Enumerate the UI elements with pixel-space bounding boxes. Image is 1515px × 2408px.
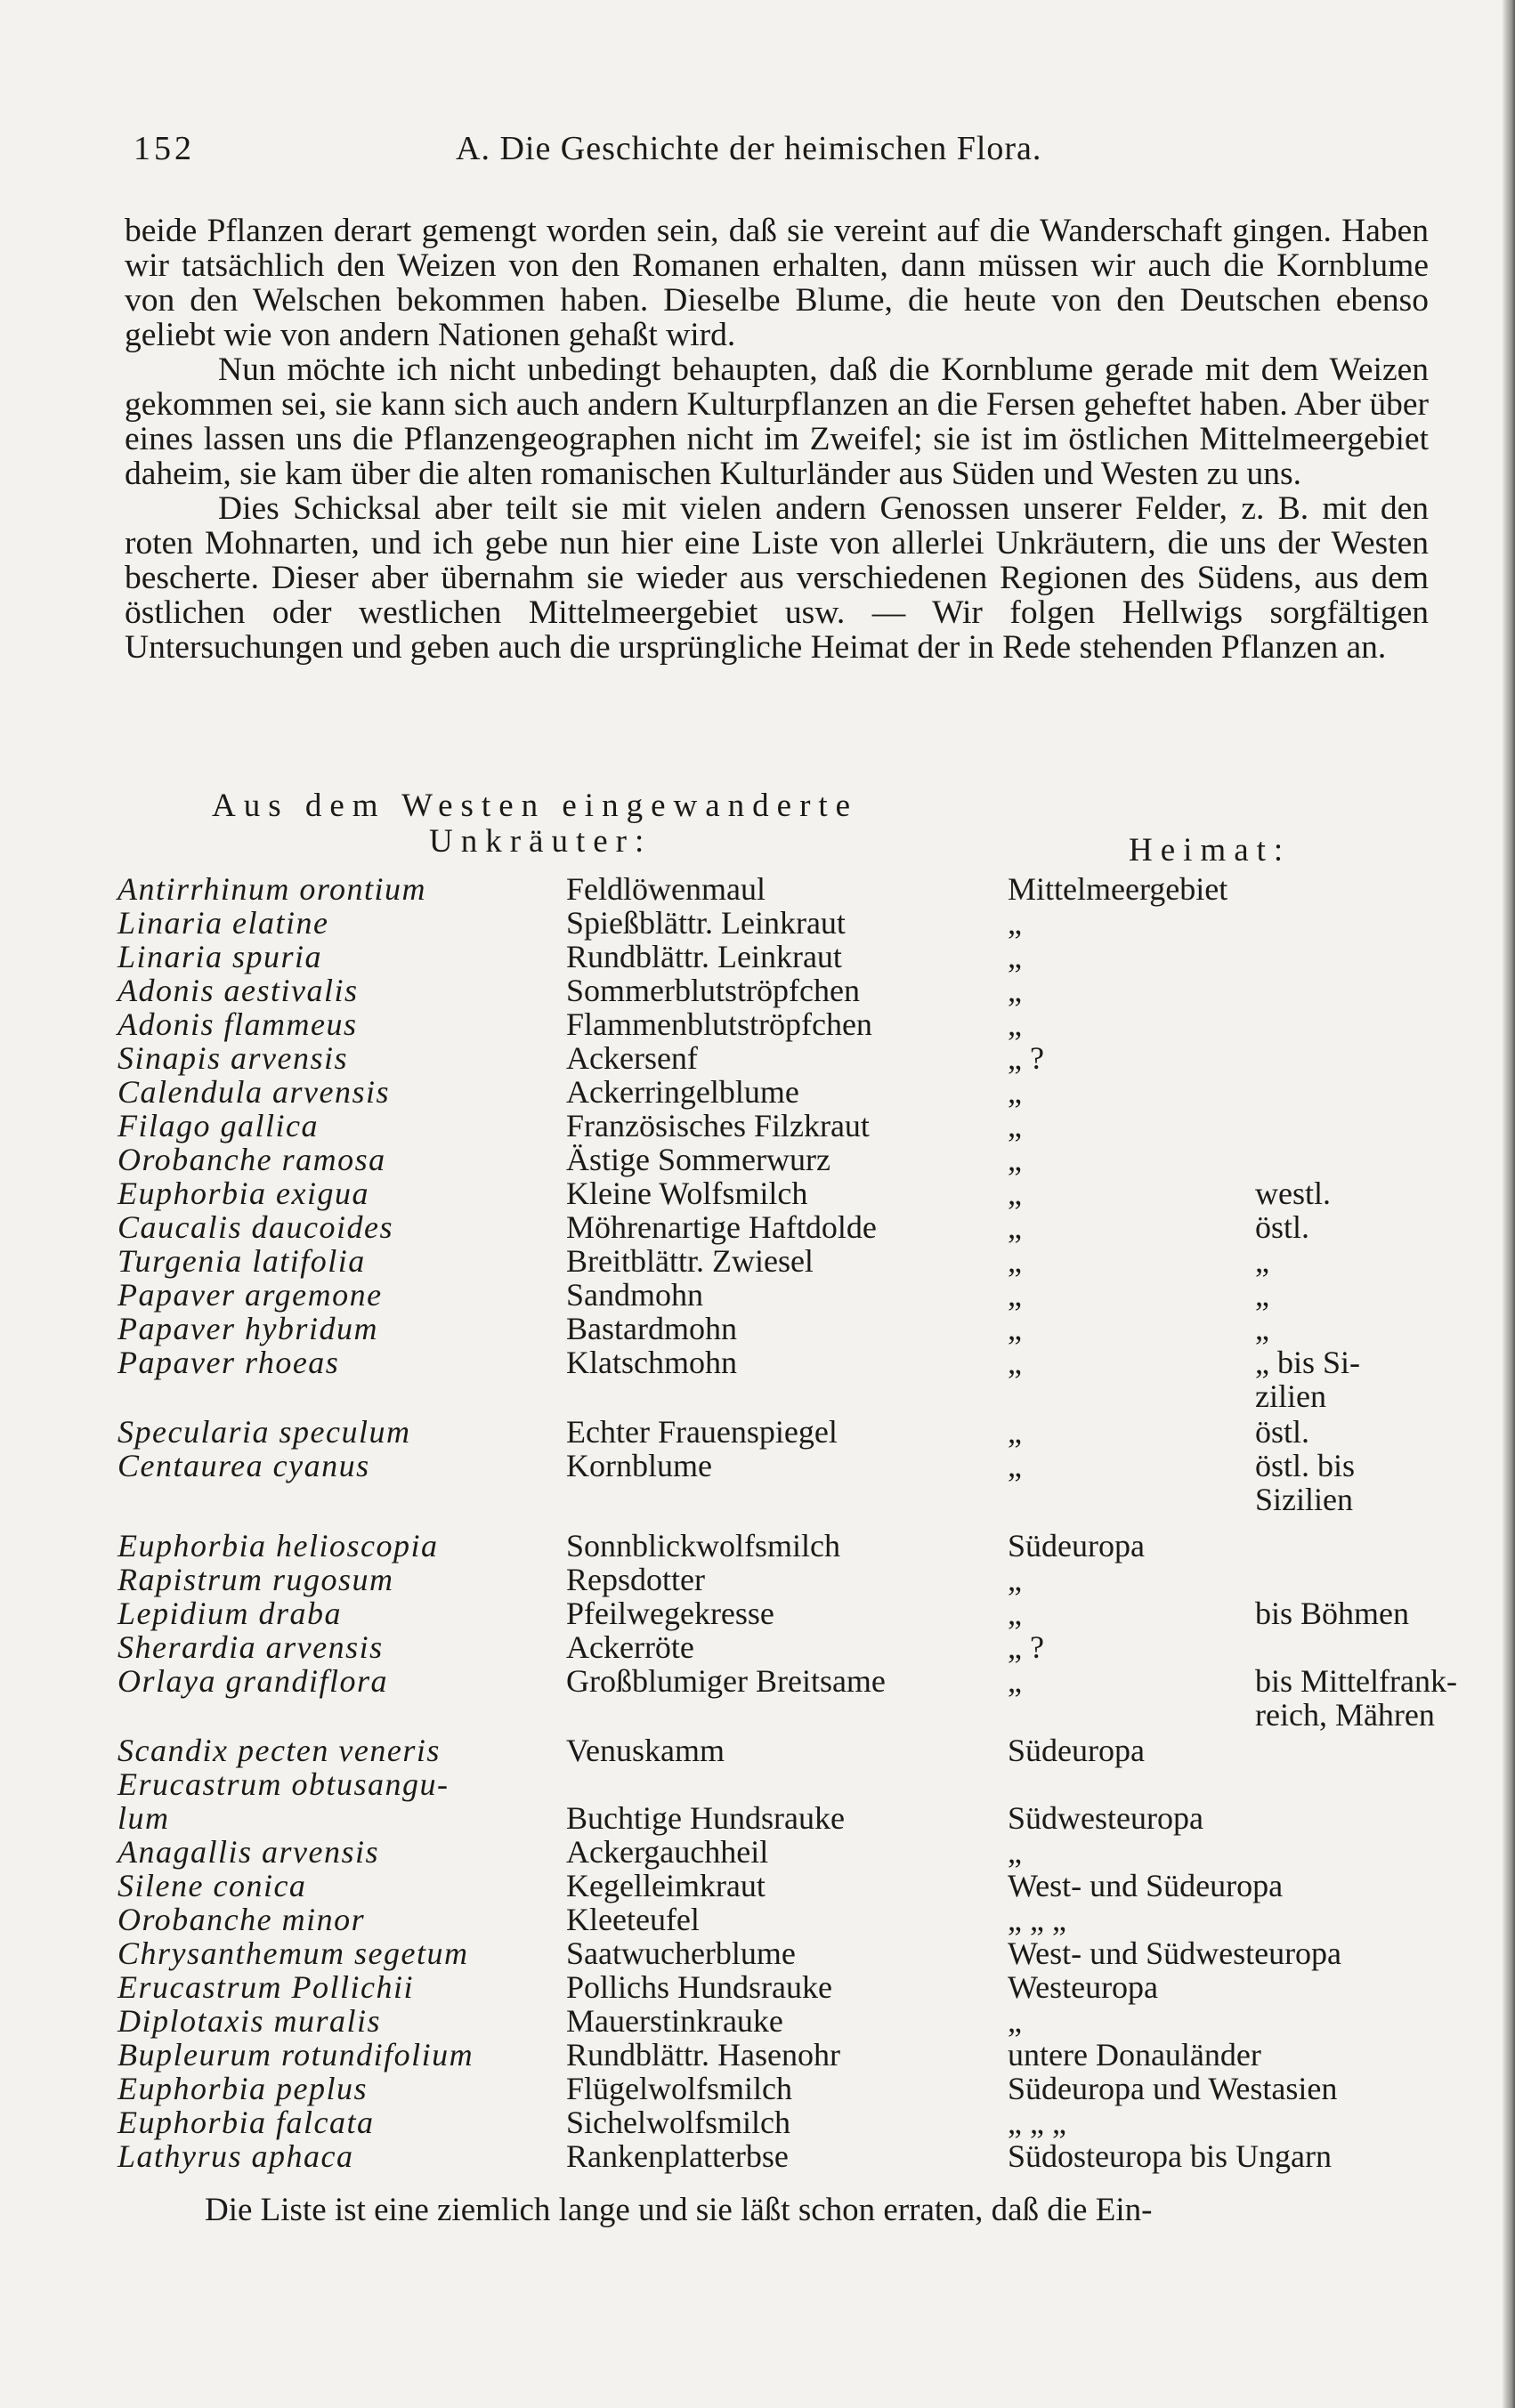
origin-region: Mittelmeergebiet [1008,871,1228,907]
latin-name: Orlaya grandiflora [117,1663,389,1699]
german-name: Venuskamm [566,1733,725,1768]
plant-row [0,1107,1515,1143]
latin-name: Papaver rhoeas [117,1345,340,1380]
plant-row [0,1968,1515,2004]
german-name: Repsdotter [566,1562,705,1597]
german-name: Kegelleimkraut [566,1868,766,1903]
plant-row [0,1413,1515,1449]
plant-row [0,1073,1515,1109]
origin-region: „ ? [1008,1629,1044,1665]
plant-row [0,1447,1515,1483]
origin-region: Südwesteuropa [1008,1800,1203,1836]
latin-name: Euphorbia peplus [117,2071,368,2106]
latin-name: Sherardia arvensis [117,1629,384,1665]
closing-text: Die Liste ist eine ziemlich lange und sie läßt schon erraten, daß die Ein- [205,2192,1153,2228]
origin-region: „ [1008,1311,1022,1346]
german-name: Mauerstinkrauke [566,2003,783,2039]
plant-row [0,1039,1515,1075]
plant-row [0,2104,1515,2139]
german-name: Bastardmohn [566,1311,737,1346]
german-name: Flammenblutströpfchen [566,1006,872,1042]
latin-name: Rapistrum rugosum [117,1562,394,1597]
german-name: Klatschmohn [566,1345,737,1380]
origin-region: „ [1008,1176,1022,1211]
origin-region: „ [1008,1006,1022,1042]
origin-region: „ [1008,1834,1022,1870]
german-name: Echter Frauenspiegel [566,1414,838,1450]
origin-note: westl. [1255,1176,1331,1211]
plant-row [0,1242,1515,1278]
origin-region: „ [1008,1663,1022,1699]
german-name: Ackersenf [566,1040,698,1076]
origin-note: „ bis Si- [1255,1345,1361,1380]
origin-note: „ [1255,1243,1269,1279]
origin-note: bis Böhmen [1255,1596,1410,1631]
latin-name: Euphorbia exigua [117,1176,369,1211]
latin-name: Papaver argemone [117,1277,383,1313]
origin-region: „ [1008,1596,1022,1631]
plant-row [0,1276,1515,1312]
plant-row [0,2137,1515,2173]
plant-row [0,2036,1515,2072]
plant-row [0,972,1515,1007]
german-name: Sichelwolfsmilch [566,2105,790,2140]
latin-name: Centaurea cyanus [117,1448,370,1483]
origin-region: „ [1008,905,1022,941]
origin-note: „ [1255,1277,1269,1313]
latin-name: Diplotaxis muralis [117,2003,382,2039]
plant-row [0,870,1515,906]
origin-region: „ [1008,939,1022,974]
origin-region: untere Donauländer [1008,2037,1261,2073]
latin-name: Linaria spuria [117,939,323,974]
german-name: Buchtige Hundsrauke [566,1800,845,1836]
german-name: Sandmohn [566,1277,704,1313]
german-name: Ästige Sommerwurz [566,1142,830,1177]
plant-row [0,1935,1515,1970]
latin-name: Anagallis arvensis [117,1834,379,1870]
german-name: Rankenplatterbse [566,2138,789,2174]
latin-name: Euphorbia falcata [117,2105,375,2140]
plant-row [0,1595,1515,1630]
latin-name: Lathyrus aphaca [117,2138,354,2174]
list-heading: Aus dem Westen eingewanderte [212,788,859,824]
german-name: Ackergauchheil [566,1834,769,1870]
origin-note: zilien [1255,1378,1326,1414]
plant-row [0,1175,1515,1210]
german-name: Ackerringelblume [566,1074,799,1110]
latin-name: Caucalis daucoides [117,1209,393,1245]
german-name: Feldlöwenmaul [566,871,766,907]
latin-name: Erucastrum Pollichii [117,1969,414,2005]
german-name: Französisches Filzkraut [566,1108,870,1143]
plant-row [0,1833,1515,1869]
plant-row [0,1378,1515,1413]
latin-name: Turgenia latifolia [117,1243,366,1279]
german-name: Breitblättr. Zwiesel [566,1243,814,1279]
latin-name: Euphorbia helioscopia [117,1528,439,1564]
plant-row [0,1141,1515,1176]
plant-row [0,1662,1515,1698]
latin-name: Antirrhinum orontium [117,871,427,907]
latin-name: Scandix pecten veneris [117,1733,441,1768]
plant-row [0,1696,1515,1732]
plant-row [0,1766,1515,1801]
origin-region: Südeuropa [1008,1528,1145,1564]
origin-region: „ ? [1008,1040,1044,1076]
latin-name: Bupleurum rotundifolium [117,2037,474,2073]
origin-region: Südeuropa [1008,1733,1145,1768]
latin-name: Lepidium draba [117,1596,343,1631]
german-name: Kornblume [566,1448,712,1483]
latin-name: Linaria elatine [117,905,329,941]
german-name: Großblumiger Breitsame [566,1663,886,1699]
running-title: A. Die Geschichte der heimischen Flora. [456,130,1042,167]
plant-row [0,1344,1515,1379]
origin-note: „ [1255,1311,1269,1346]
latin-name: Filago gallica [117,1108,319,1143]
paragraph: beide Pflanzen derart gemengt worden sein, daß sie vereint auf die Wanderschaft gingen. Haben wir tatsächlich den Weizen von den Romanen erhalten, dann müssen wir auch die Kornblume von den Welschen bekommen haben. Dieselbe Blume, die heute von den Deutschen ebenso geliebt wie von andern Nationen gehaßt wird. [125,213,1429,353]
origin-region: „ „ „ [1008,1902,1066,1937]
paragraph: Nun möchte ich nicht unbedingt behaupten, daß die Kornblume gerade mit dem Weizen gekommen sei, sie kann sich auch andern Kulturpflanzen an die Fersen geheftet haben. Aber über eines lassen uns die Pflanzengeographen nicht im Zweifel; sie ist im östlichen Mittelmeergebiet daheim, sie kam über die alten romanischen Kulturländer aus Süden und Westen zu uns. [125,352,1429,492]
origin-region: „ [1008,973,1022,1008]
latin-name: Chrysanthemum segetum [117,1935,469,1971]
origin-column-heading: Heimat: [1129,832,1292,869]
plant-row [0,1527,1515,1563]
page-number: 152 [134,130,195,167]
latin-name: Silene conica [117,1868,307,1903]
latin-name: Papaver hybridum [117,1311,378,1346]
latin-name: Adonis flammeus [117,1006,358,1042]
origin-region: „ [1008,1448,1022,1483]
origin-region: West- und Südeuropa [1008,1868,1284,1903]
german-name: Pfeilwegekresse [566,1596,774,1631]
origin-region: „ [1008,2003,1022,2039]
german-name: Flügelwolfsmilch [566,2071,792,2106]
origin-region: Südosteuropa bis Ungarn [1008,2138,1332,2174]
origin-note: bis Mittelfrank- [1255,1663,1457,1699]
plant-row [0,1561,1515,1596]
latin-name: Orobanche ramosa [117,1142,386,1177]
plant-row [0,1867,1515,1903]
list-heading-continued: Unkräuter: [429,823,652,860]
plant-row [0,2002,1515,2038]
latin-name: Erucastrum obtusangu- [117,1766,450,1802]
origin-region: „ [1008,1209,1022,1245]
german-name: Saatwucherblume [566,1935,796,1971]
origin-region: Westeuropa [1008,1969,1159,2005]
plant-row [0,1628,1515,1664]
german-name: Kleine Wolfsmilch [566,1176,808,1211]
latin-name: Adonis aestivalis [117,973,359,1008]
plant-row [0,1006,1515,1041]
origin-region: „ [1008,1414,1022,1450]
origin-region: „ [1008,1562,1022,1597]
german-name: Möhrenartige Haftdolde [566,1209,877,1245]
german-name: Rundblättr. Leinkraut [566,939,842,974]
plant-row [0,1481,1515,1516]
origin-region: „ [1008,1345,1022,1380]
german-name: Pollichs Hundsrauke [566,1969,832,2005]
latin-name: Sinapis arvensis [117,1040,349,1076]
origin-note: Sizilien [1255,1482,1353,1517]
origin-region: „ [1008,1277,1022,1313]
german-name: Rundblättr. Hasenohr [566,2037,840,2073]
latin-name: lum [117,1800,170,1836]
origin-note: östl. [1255,1209,1310,1245]
german-name: Spießblättr. Leinkraut [566,905,846,941]
plant-row [0,2070,1515,2105]
latin-name: Calendula arvensis [117,1074,390,1110]
origin-note: östl. [1255,1414,1310,1450]
latin-name: Orobanche minor [117,1902,366,1937]
plant-row [0,1310,1515,1345]
plant-row [0,938,1515,974]
plant-row [0,1732,1515,1767]
german-name: Sommerblutströpfchen [566,973,860,1008]
origin-region: Südeuropa und Westasien [1008,2071,1338,2106]
origin-region: „ „ „ [1008,2105,1066,2140]
origin-region: West- und Südwesteuropa [1008,1935,1342,1971]
german-name: Ackerröte [566,1629,694,1665]
origin-region: „ [1008,1074,1022,1110]
origin-region: „ [1008,1142,1022,1177]
plant-row [0,1901,1515,1936]
german-name: Kleeteufel [566,1902,700,1937]
plant-row [0,1208,1515,1244]
paragraph: Dies Schicksal aber teilt sie mit vielen andern Genossen unserer Felder, z. B. mit den roten Mohnarten, und ich gebe nun hier eine Liste von allerlei Unkräutern, die uns der Westen bescherte. Dieser aber übernahm sie wieder aus verschiedenen Regionen des Südens, aus dem östlichen oder westlichen Mittelmeergebiet usw. — Wir folgen Hellwigs sorgfältigen Untersuchungen und geben auch die ursprüngliche Heimat der in Rede stehenden Pflanzen an. [125,490,1429,666]
german-name: Sonnblickwolfsmilch [566,1528,840,1564]
plant-row [0,1799,1515,1835]
origin-note: östl. bis [1255,1448,1356,1483]
plant-row [0,904,1515,940]
origin-region: „ [1008,1243,1022,1279]
origin-region: „ [1008,1108,1022,1143]
latin-name: Specularia speculum [117,1414,411,1450]
origin-note: reich, Mähren [1255,1697,1435,1733]
